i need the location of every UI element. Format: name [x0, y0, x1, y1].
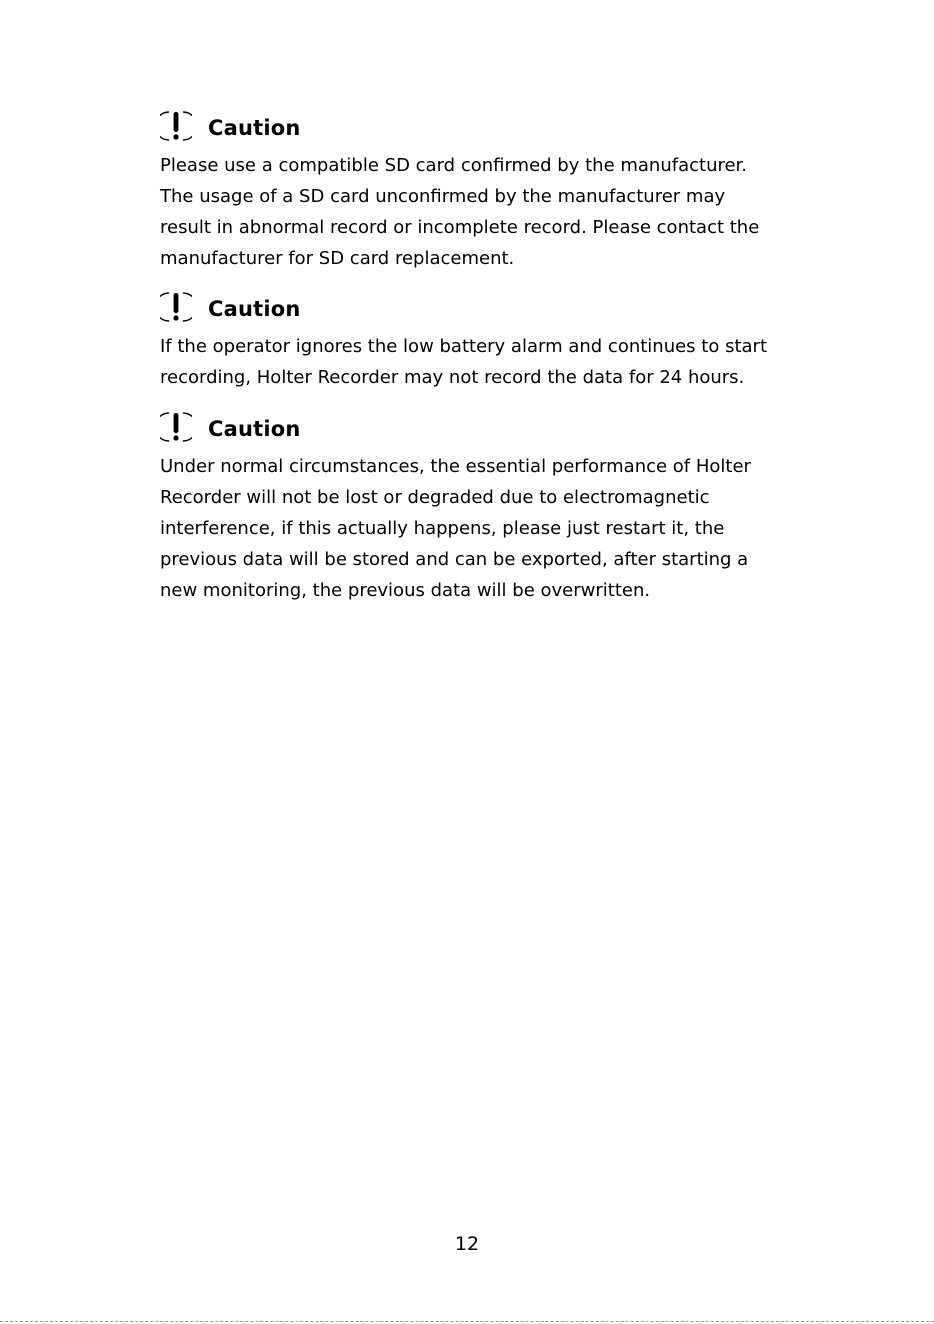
- caution-text-line: previous data will be stored and can be exported, after starting a: [160, 549, 749, 570]
- caution-exclamation-icon: [160, 410, 192, 444]
- caution-header: [160, 110, 820, 146]
- caution-title: Caution: [208, 297, 301, 321]
- page-number: 12: [454, 1233, 480, 1255]
- caution-text-line: Under normal circumstances, the essential performance of Holter: [160, 456, 751, 477]
- caution-text: [160, 331, 820, 393]
- caution-text-line: Please use a compatible SD card confirmed by the manufacturer.: [160, 155, 748, 176]
- caution-text-line: result in abnormal record or incomplete record. Please contact the: [160, 217, 760, 238]
- caution-exclamation-icon: [160, 290, 192, 324]
- caution-text-line: If the operator ignores the low battery alarm and continues to start: [160, 336, 767, 357]
- page-bottom-divider: [0, 1321, 934, 1322]
- caution-text-line: new monitoring, the previous data will be overwritten.: [160, 580, 651, 601]
- caution-text-line: The usage of a SD card unconfirmed by the manufacturer may: [160, 186, 726, 207]
- caution-text-line: manufacturer for SD card replacement.: [160, 248, 515, 269]
- caution-text: [160, 451, 820, 606]
- caution-text-line: interference, if this actually happens, please just restart it, the: [160, 518, 725, 539]
- caution-header: [160, 411, 820, 447]
- caution-header: [160, 291, 820, 327]
- caution-low-battery: [160, 291, 820, 393]
- caution-text: [160, 150, 820, 274]
- caution-title: Caution: [208, 116, 301, 140]
- caution-exclamation-icon: [160, 109, 192, 143]
- caution-text-line: recording, Holter Recorder may not record the data for 24 hours.: [160, 367, 745, 388]
- caution-text-line: Recorder will not be lost or degraded due to electromagnetic: [160, 487, 710, 508]
- caution-title: Caution: [208, 417, 301, 441]
- caution-sd-card: [160, 110, 820, 274]
- caution-electromagnetic: [160, 411, 820, 606]
